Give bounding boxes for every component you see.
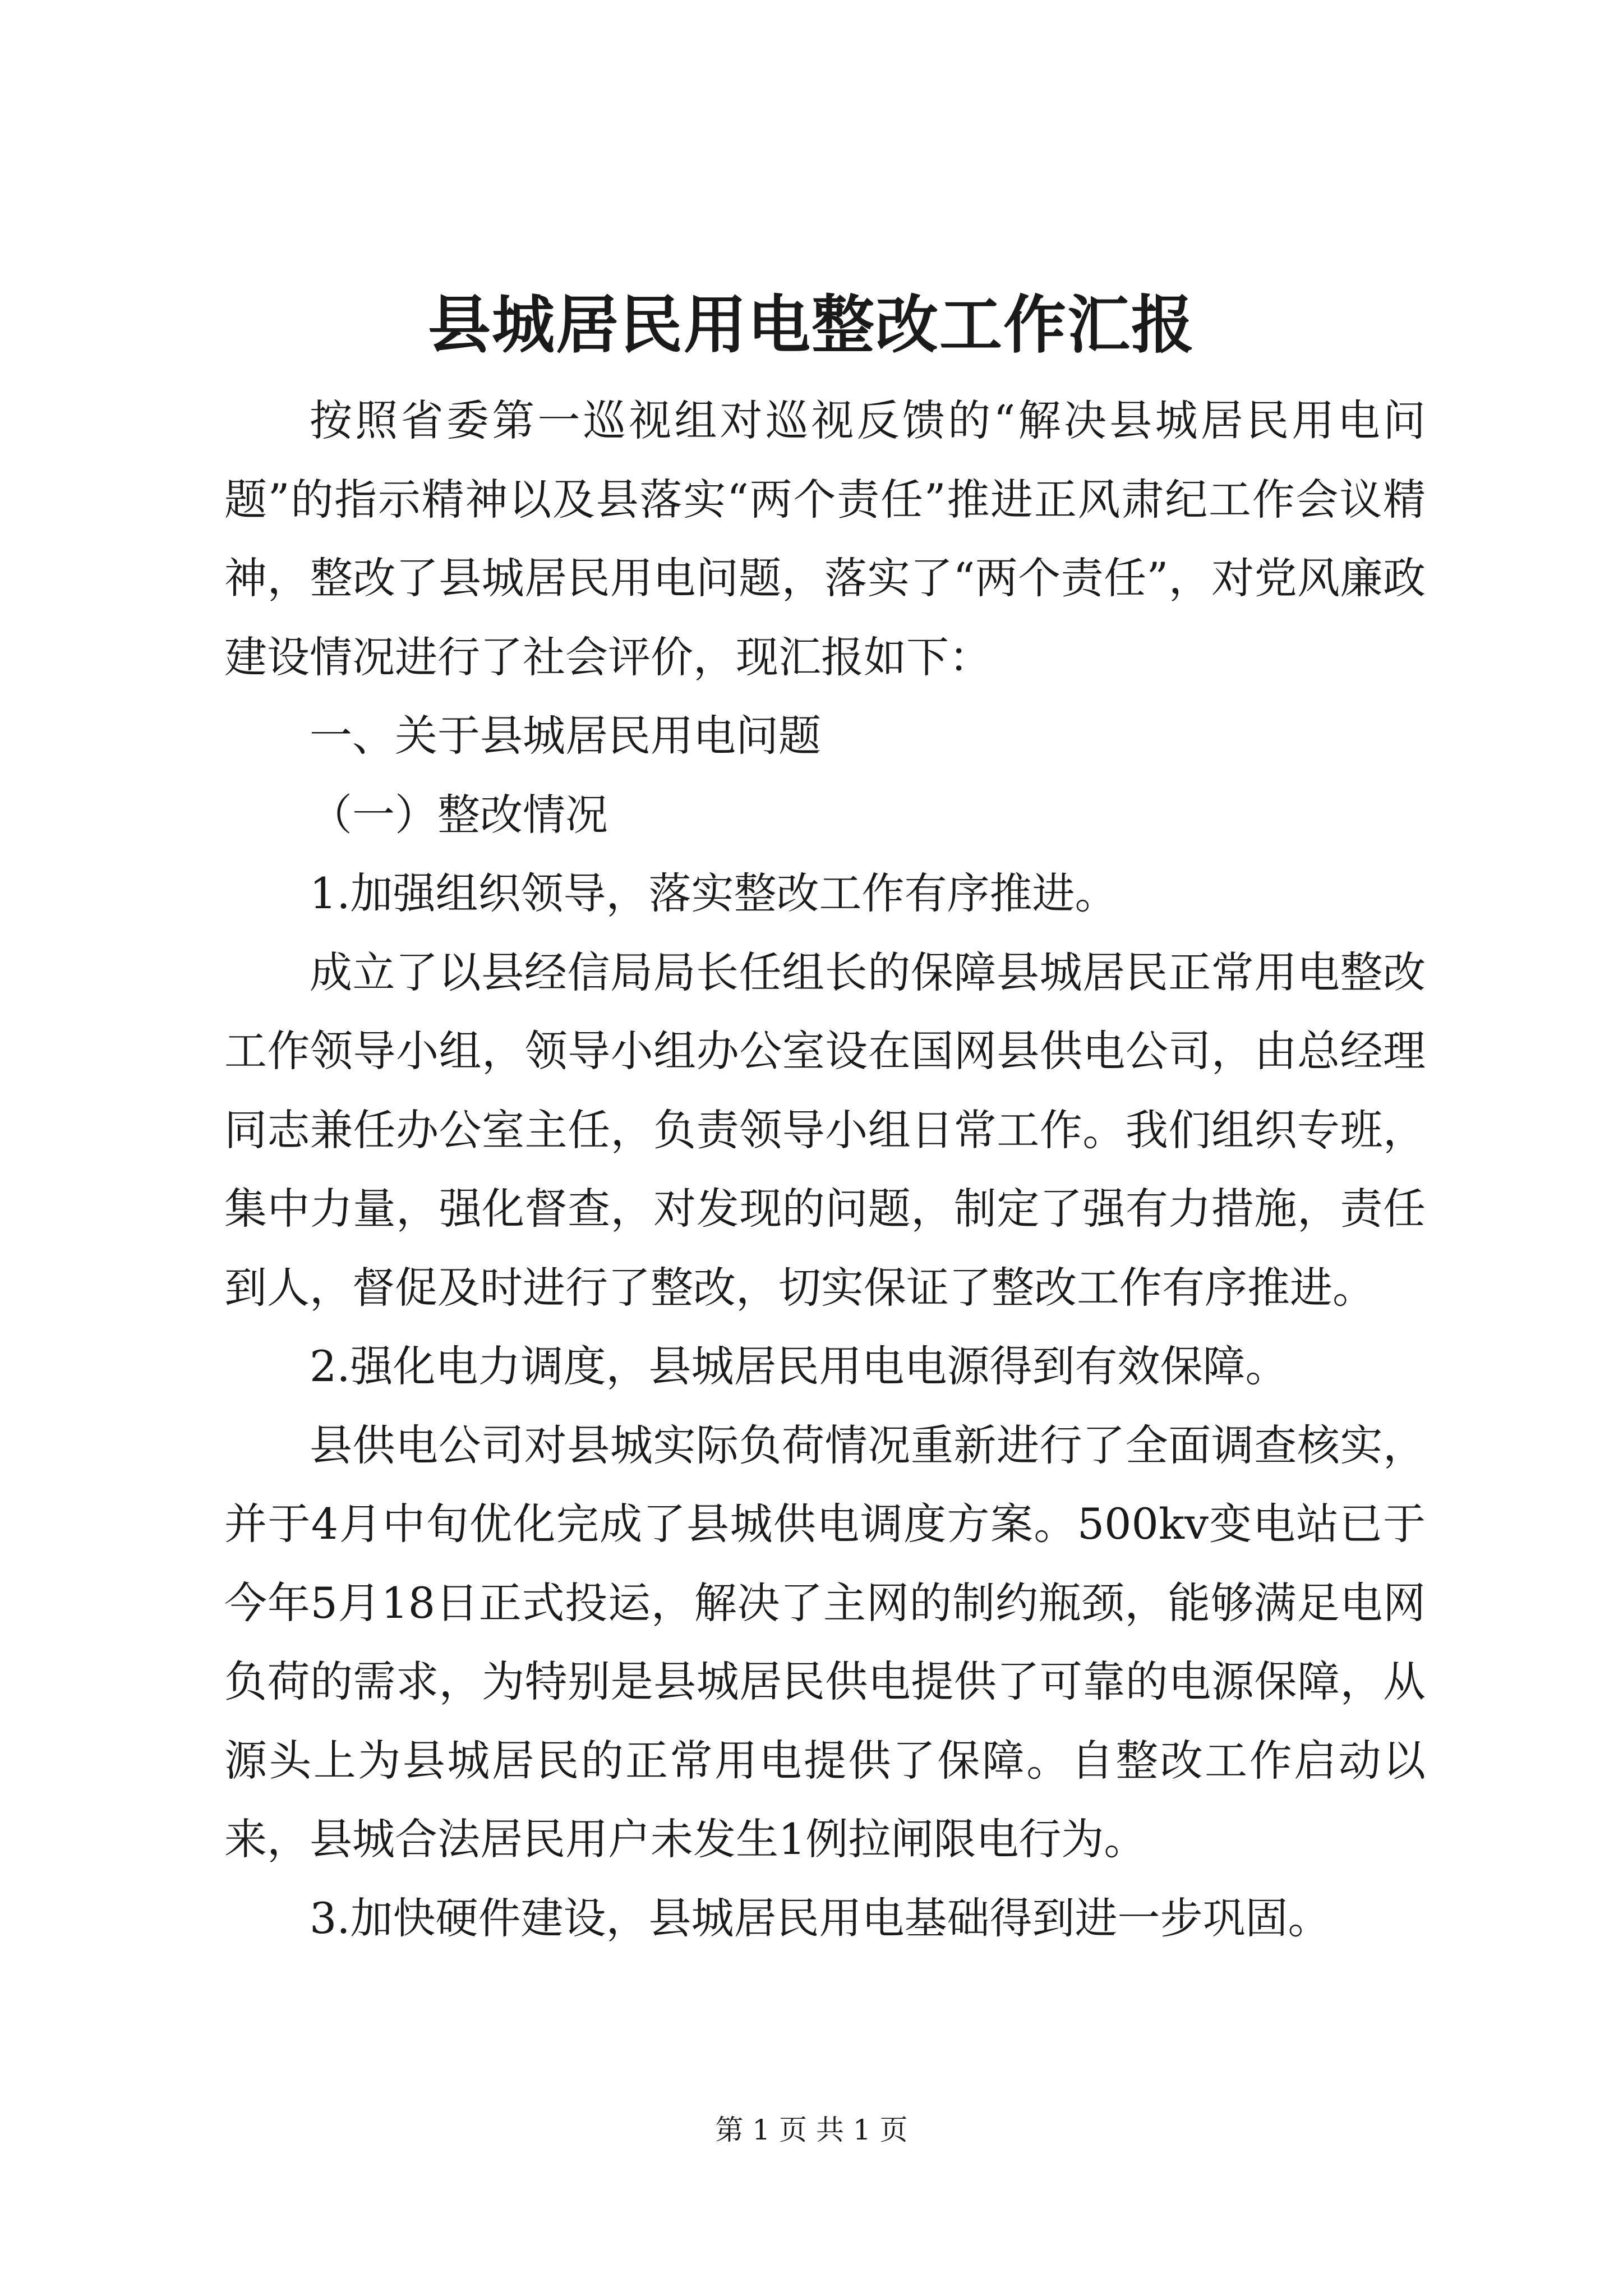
item-heading-3: 3.加快硬件建设，县城居民用电基础得到进一步巩固。: [310, 1893, 1331, 1943]
item-paragraph-2: 县供电公司对县城实际负荷情况重新进行了全面调查核实，并于4月中旬优化完成了县城供电调度方案。500kv变电站已于今年5月18日正式投运，解决了主网的制约瓶颈，能够满足电网负荷的需求，为特别是县城居民供电提供了可靠的电源保障，从源头上为县城居民的正常用电提供了保障。自整改工作启动以来，县城合法居民用户未发生1例拉闸限电行为。: [224, 1420, 1426, 1864]
item-heading-2: 2.强化电力调度，县城居民用电电源得到有效保障。: [310, 1341, 1288, 1391]
intro-paragraph: 按照省委第一巡视组对巡视反馈的“解决县城居民用电问题”的指示精神以及县落实“两个责任”推进正风肃纪工作会议精神，整改了县城居民用电问题，落实了“两个责任”，对党风廉政建设情况进行了社会评价，现汇报如下：: [224, 395, 1426, 682]
section-heading: 一、关于县城居民用电问题: [310, 711, 821, 761]
subsection-heading: （一）整改情况: [310, 789, 608, 840]
page-footer: 第 1 页 共 1 页: [715, 2114, 908, 2146]
item-heading-1: 1.加强组织领导，落实整改工作有序推进。: [310, 868, 1118, 918]
item-paragraph-1: 成立了以县经信局局长任组长的保障县城居民正常用电整改工作领导小组，领导小组办公室设在国网县供电公司，由总经理同志兼任办公室主任，负责领导小组日常工作。我们组织专班，集中力量，强化督查，对发现的问题，制定了强有力措施，责任到人，督促及时进行了整改，切实保证了整改工作有序推进。: [224, 947, 1426, 1313]
document-body: [224, 381, 1426, 1958]
document-title: 县城居民用电整改工作汇报: [428, 288, 1195, 362]
